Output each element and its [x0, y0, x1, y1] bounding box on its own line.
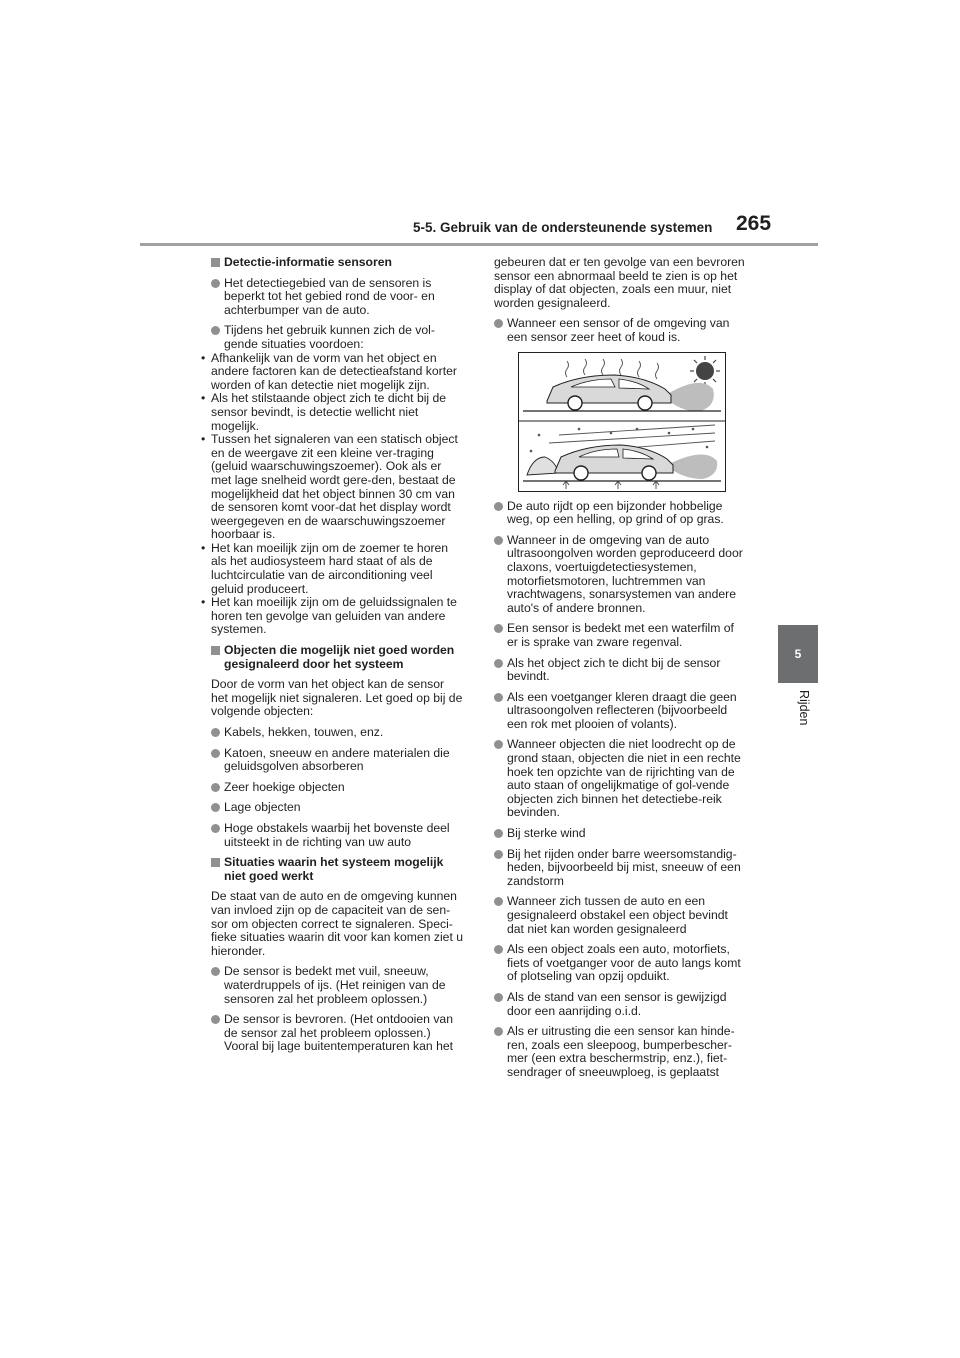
- chapter-tab: 5: [778, 625, 818, 683]
- list-item: Bij het rijden onder barre weersomstandig-heden, bijvoorbeeld bij mist, sneeuw of een zandstorm: [494, 848, 746, 889]
- circle-bullet-icon: [494, 659, 503, 668]
- list-item: Het detectiegebied van de sensoren is beperkt tot het gebied rond de voor- en achterbumper van de auto.: [211, 277, 463, 318]
- list-item: Bij sterke wind: [494, 827, 746, 841]
- sub-list-item: • Tussen het signaleren van een statisch object en de weergave zit een kleine ver-traging (geluid waarschuwingszoemer). Ook als er met lage snelheid wordt gere-den, bestaat de mogelijkheid dat het object binnen 30 cm van de sensoren komt voor-dat het display wordt weergegeven en de waarschuwingszoemer hoorbaar is.: [201, 432, 458, 542]
- sub-list-item: • Het kan moeilijk zijn om de zoemer te horen als het audiosysteem hard staat of als de luchtcirculatie van de airconditioning veel geluid produceert.: [201, 540, 449, 596]
- list-item: Katoen, sneeuw en andere materialen die geluidsgolven absorberen: [211, 747, 463, 774]
- list-item: Als een object zoals een auto, motorfiets, fiets of voetganger voor de auto langs komt of plotseling van opzij opduikt.: [494, 943, 746, 984]
- sub-list: [198, 352, 463, 637]
- paragraph-continued: gebeuren dat er ten gevolge van een bevroren sensor een abnormaal beeld te zien is op het display of dat objecten, zoals een muur, niet worden gesignaleerd.: [494, 255, 745, 310]
- paragraph: Door de vorm van het object kan de sensor het mogelijk niet signaleren. Let goed op bij de volgende objecten:: [211, 677, 463, 719]
- list-item: Wanneer een sensor of de omgeving van een sensor zeer heet of koud is.: [494, 317, 746, 344]
- circle-bullet-icon: [494, 319, 503, 328]
- list-item: Een sensor is bedekt met een waterfilm of er is sprake van zware regenval.: [494, 622, 746, 649]
- circle-bullet-icon: [494, 693, 503, 702]
- circle-bullet-icon: [211, 279, 220, 288]
- circle-bullet-icon: [494, 1027, 503, 1036]
- section-title: 5-5. Gebruik van de ondersteunende systemen: [413, 220, 713, 235]
- cold-weather-scene: [523, 425, 721, 489]
- chapter-label: Rijden: [797, 690, 811, 726]
- list-item: Zeer hoekige objecten: [211, 781, 463, 795]
- left-column: [201, 255, 463, 1061]
- list-item: De auto rijdt op een bijzonder hobbelige weg, op een helling, op grind of op gras.: [494, 500, 746, 527]
- circle-bullet-icon: [211, 1015, 220, 1024]
- section-heading: Situaties waarin het systeem mogelijk niet goed werkt: [211, 856, 463, 883]
- circle-bullet-icon: [494, 536, 503, 545]
- circle-bullet-icon: [494, 502, 503, 511]
- circle-bullet-icon: [494, 740, 503, 749]
- circle-bullet-icon: [494, 993, 503, 1002]
- list-item: Tijdens het gebruik kunnen zich de vol-gende situaties voordoen:: [211, 324, 463, 351]
- list-item: Lage objecten: [211, 801, 463, 815]
- square-bullet-icon: [211, 258, 220, 267]
- paragraph: De staat van de auto en de omgeving kunnen van invloed zijn op de capaciteit van de sen-sor om objecten correct te signaleren. Speci-fieke situaties waarin dit voor kan komen ziet u hieronder.: [211, 889, 463, 958]
- circle-bullet-icon: [211, 326, 220, 335]
- list-item: Als de stand van een sensor is gewijzigd door een aanrijding o.i.d.: [494, 991, 746, 1018]
- square-bullet-icon: [211, 858, 220, 867]
- sensor-hot-cold-illustration: [518, 352, 726, 492]
- circle-bullet-icon: [494, 945, 503, 954]
- list-item: Wanneer objecten die niet loodrecht op de grond staan, objecten die niet in een rechte hoek ten opzichte van de rijrichting van de auto staan of ongelijkmatige of gol-vende objecten zich binnen het detectiebe-reik bevinden.: [494, 738, 746, 820]
- circle-bullet-icon: [211, 783, 220, 792]
- list-item: Wanneer in de omgeving van de auto ultrasoongolven worden geproduceerd door claxons, voertuigdetectiesystemen, motorfietsmotoren, luchtremmen van vrachtwagens, sonarsystemen van andere auto's of andere bronnen.: [494, 534, 746, 616]
- section-heading: Detectie-informatie sensoren: [211, 256, 463, 270]
- hot-weather-scene: [519, 353, 725, 419]
- circle-bullet-icon: [494, 829, 503, 838]
- sub-list-item: • Afhankelijk van de vorm van het object en andere factoren kan de detectieafstand korter worden of kan detectie niet mogelijk zijn.: [201, 350, 457, 392]
- list-item: Als het object zich te dicht bij de sensor bevindt.: [494, 657, 746, 684]
- right-column: [494, 256, 746, 1087]
- square-bullet-icon: [211, 646, 220, 655]
- circle-bullet-icon: [494, 897, 503, 906]
- circle-bullet-icon: [494, 624, 503, 633]
- circle-bullet-icon: [211, 967, 220, 976]
- list-item: Kabels, hekken, touwen, enz.: [211, 726, 463, 740]
- sub-list-item: • Als het stilstaande object zich te dicht bij de sensor bevindt, is detectie wellicht niet mogelijk.: [201, 391, 447, 433]
- circle-bullet-icon: [211, 824, 220, 833]
- list-item: Hoge obstakels waarbij het bovenste deel uitsteekt in de richting van uw auto: [211, 822, 463, 849]
- list-item: Als een voetganger kleren draagt die geen ultrasoongolven reflecteren (bijvoorbeeld een rok met plooien of volants).: [494, 691, 746, 732]
- page-number: 265: [736, 212, 772, 235]
- list-item: Als er uitrusting die een sensor kan hinde-ren, zoals een sleepoog, bumperbescher-mer (een extra beschermstrip, enz.), fiet-sendrager of sneeuwploeg, is geplaatst: [494, 1025, 746, 1079]
- circle-bullet-icon: [211, 749, 220, 758]
- section-heading: Objecten die mogelijk niet goed worden gesignaleerd door het systeem: [211, 644, 463, 671]
- circle-bullet-icon: [211, 803, 220, 812]
- list-item: De sensor is bevroren. (Het ontdooien van de sensor zal het probleem oplossen.) Vooral bij lage buitentemperaturen kan het: [211, 1013, 463, 1054]
- circle-bullet-icon: [494, 850, 503, 859]
- sub-list-item: • Het kan moeilijk zijn om de geluidssignalen te horen ten gevolge van geluiden van andere systemen.: [201, 595, 457, 637]
- header-divider: [140, 243, 818, 246]
- car-weather-illustration: [519, 353, 725, 491]
- list-item: Wanneer zich tussen de auto en een gesignaleerd obstakel een object bevindt dat niet kan worden gesignaleerd: [494, 895, 746, 936]
- circle-bullet-icon: [211, 728, 220, 737]
- list-item: De sensor is bedekt met vuil, sneeuw, waterdruppels of ijs. (Het reinigen van de sensoren zal het probleem oplossen.): [211, 965, 463, 1006]
